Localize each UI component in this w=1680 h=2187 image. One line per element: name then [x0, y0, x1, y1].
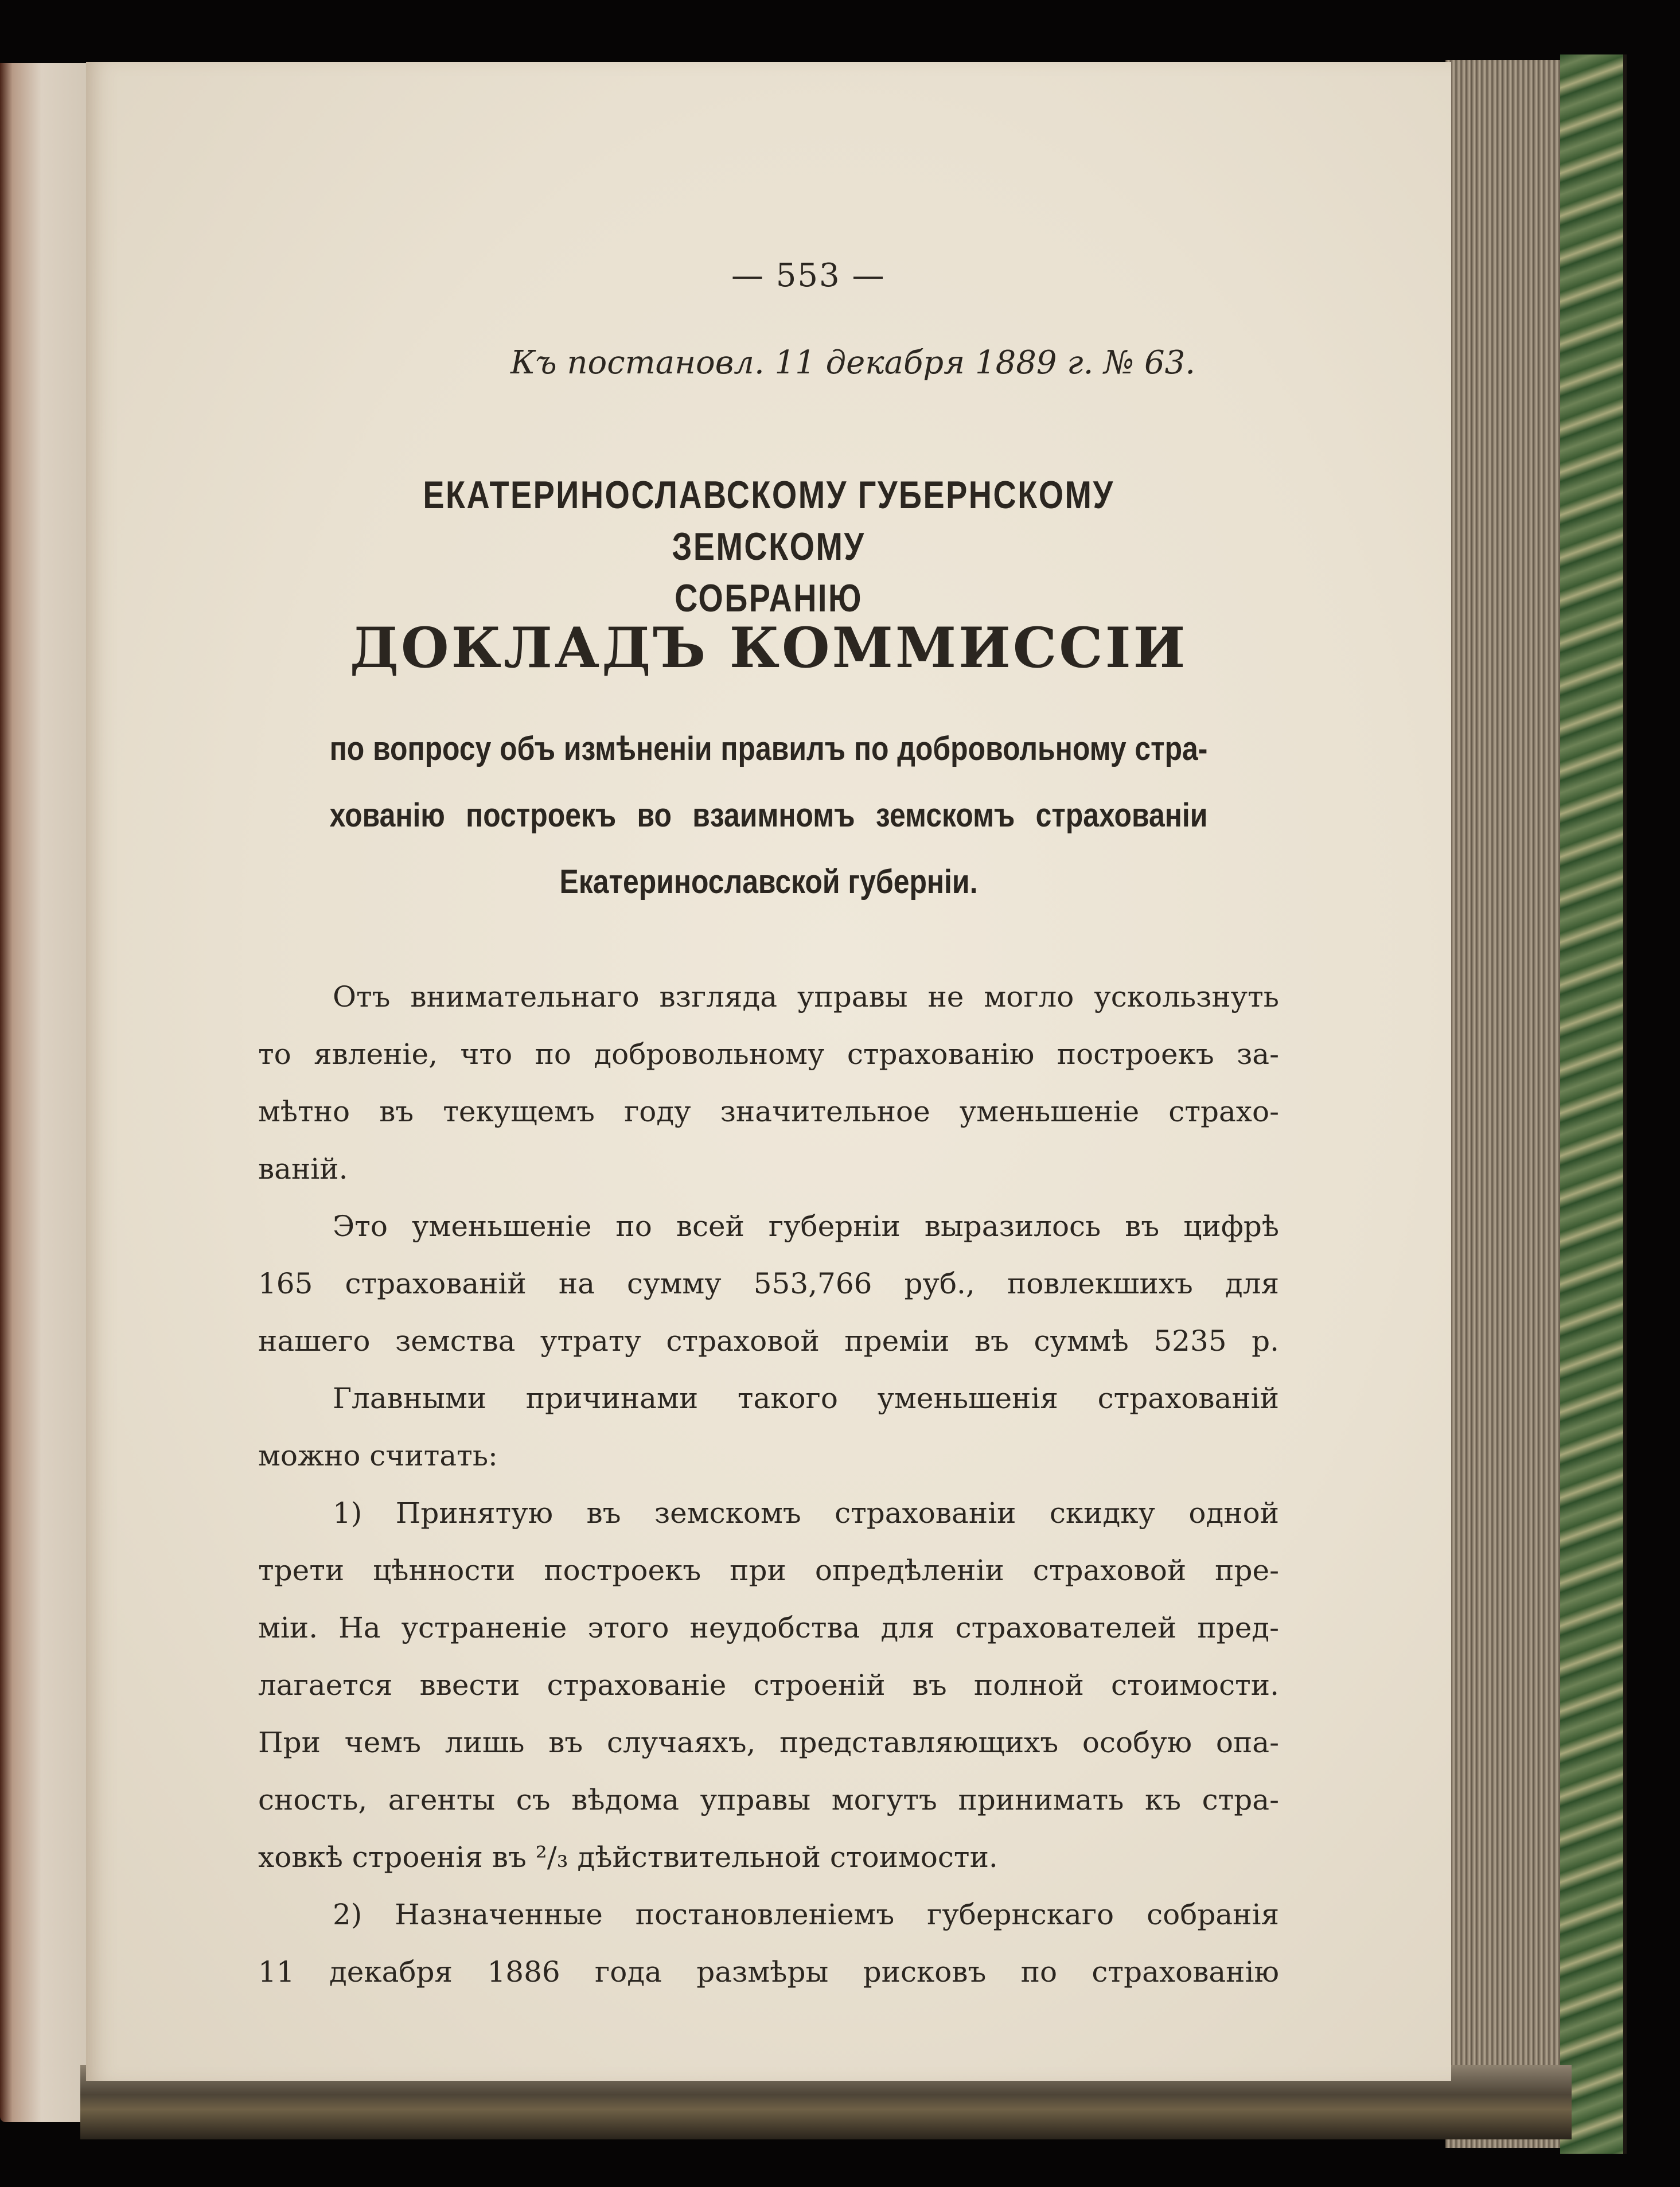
page-block-edge [1445, 60, 1560, 2148]
addressee-heading [350, 469, 1187, 624]
book-page [86, 62, 1451, 2081]
subtitle-line: хованію построекъ во взаимномъ земскомъ страхованіи [329, 797, 1208, 834]
report-title: ДОКЛАДЪ КОММИССІИ [349, 615, 1188, 680]
body-line: 2) Назначенные постановленіемъ губернскаго собранія [333, 1898, 1279, 1931]
body-line: можно считать: [258, 1439, 498, 1472]
report-subtitle [330, 716, 1208, 915]
body-line: При чемъ лишь въ случаяхъ, представляющихъ особую опа- [258, 1726, 1279, 1759]
body-line: 11 декабря 1886 года размѣры рисковъ по страхованію [258, 1955, 1279, 1989]
body-line: мѣтно въ текущемъ году значительное уменьшеніе страхо- [258, 1095, 1279, 1128]
body-line: лагается ввести страхованіе строеній въ полной стоимости. [258, 1668, 1279, 1702]
body-line: 165 страхованій на сумму 553,766 руб., повлекшихъ для [258, 1267, 1279, 1300]
body-line: 1) Принятую въ земскомъ страхованіи скидку одной [333, 1496, 1279, 1530]
body-line: Отъ внимательнаго взгляда управы не могло ускользнуть [333, 980, 1279, 1013]
body-line: Это уменьшеніе по всей губерніи выразилось въ цифрѣ [333, 1210, 1279, 1243]
body-line: ховкѣ строенія въ ²/₃ дѣйствительной стоимости. [258, 1841, 998, 1874]
resolution-reference: Къ постановл. 11 декабря 1889 г. № 63. [510, 344, 1196, 381]
subtitle-line: по вопросу объ измѣненіи правилъ по добровольному стра- [329, 730, 1208, 767]
body-line: нашего земства утрату страховой преміи въ суммѣ 5235 р. [258, 1324, 1279, 1358]
body-line: ваній. [258, 1152, 348, 1186]
page-number: — 553 — [731, 257, 886, 294]
body-line: Главными причинами такого уменьшенія страхованій [333, 1382, 1279, 1415]
body-line: міи. На устраненіе этого неудобства для страхователей пред- [258, 1611, 1279, 1644]
body-line: то явленіе, что по добровольному страхованію построекъ за- [258, 1038, 1279, 1071]
subtitle-line: Екатеринославской губерніи. [559, 863, 978, 900]
body-line: трети цѣнности построекъ при опредѣленіи страховой пре- [258, 1554, 1279, 1587]
addressee-line-2: СОБРАНІЮ [675, 576, 863, 620]
addressee-line-1: ЕКАТЕРИНОСЛАВСКОМУ ГУБЕРНСКОМУ ЗЕМСКОМУ [423, 473, 1114, 568]
marbled-cover-edge [1560, 54, 1627, 2154]
body-text [258, 968, 1279, 2001]
body-line: сность, агенты съ вѣдома управы могутъ принимать къ стра- [258, 1783, 1279, 1816]
